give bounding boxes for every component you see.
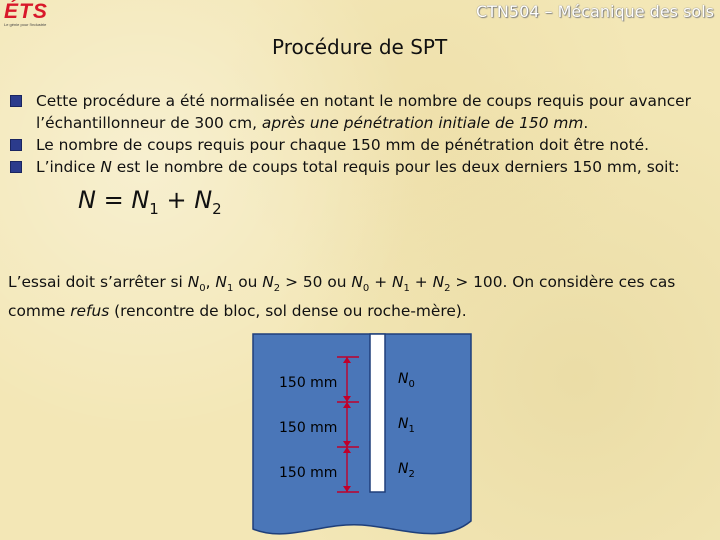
spt-diagram bbox=[252, 333, 472, 540]
para-m2: N bbox=[432, 273, 445, 291]
bullet-item bbox=[8, 156, 713, 178]
para-text: > 100. On considère ces cas comme bbox=[8, 273, 676, 321]
para-text: , bbox=[205, 273, 216, 291]
bullet-list bbox=[8, 90, 713, 178]
formula-eq: = bbox=[95, 186, 132, 214]
para-n1-sub: 1 bbox=[226, 283, 234, 295]
formula-plus: + bbox=[158, 186, 195, 214]
para-text: > 50 ou bbox=[280, 273, 352, 291]
spt-diagram-graphic bbox=[252, 333, 472, 540]
blow-count-symbol: N bbox=[398, 416, 409, 432]
para-n2: N bbox=[262, 273, 274, 291]
para-m0-sub: 0 bbox=[362, 283, 370, 295]
bullet-square-icon bbox=[10, 95, 22, 107]
para-text: + bbox=[369, 273, 392, 291]
formula-lhs: N bbox=[78, 186, 96, 214]
para-n1: N bbox=[215, 273, 227, 291]
para-m1: N bbox=[391, 273, 404, 291]
formula-n2: N bbox=[194, 186, 213, 214]
blow-count-symbol: N bbox=[398, 461, 409, 477]
para-n0: N bbox=[187, 273, 200, 291]
logo-subtext: Le génie pour l'industrie bbox=[4, 22, 47, 27]
ets-logo bbox=[4, 2, 74, 36]
blow-count-subscript: 1 bbox=[408, 423, 415, 435]
bullet-square-icon bbox=[10, 161, 22, 173]
blow-count-symbol: N bbox=[398, 371, 409, 387]
bullet-item bbox=[8, 90, 713, 134]
para-text: + bbox=[409, 273, 433, 291]
blow-count-subscript: 2 bbox=[408, 468, 415, 480]
interval-blow-count-label bbox=[398, 371, 415, 390]
bullet-text: L’indice bbox=[36, 158, 101, 176]
bullet-text: est le nombre de coups total requis pour les deux derniers 150 mm, soit: bbox=[111, 158, 680, 176]
interval-blow-count-label bbox=[398, 416, 415, 435]
interval-length-label: 150 mm bbox=[279, 420, 338, 436]
para-text: L’essai doit s’arrêter si bbox=[8, 273, 188, 291]
formula-n1-sub: 1 bbox=[149, 199, 159, 218]
interval-length-label: 150 mm bbox=[279, 465, 338, 481]
para-text: (rencontre de bloc, sol dense ou roche-mère). bbox=[109, 302, 467, 321]
formula bbox=[78, 186, 222, 218]
formula-n2-sub: 2 bbox=[212, 199, 222, 218]
bullet-text: . bbox=[583, 114, 589, 132]
logo-text: ÉTS bbox=[4, 0, 48, 23]
interval-length-label: 150 mm bbox=[279, 375, 338, 391]
para-n2-sub: 2 bbox=[273, 283, 281, 295]
stop-condition-paragraph bbox=[8, 271, 718, 323]
para-m2-sub: 2 bbox=[444, 283, 451, 295]
interval-blow-count-label bbox=[398, 461, 415, 480]
para-m0: N bbox=[351, 273, 363, 291]
bullet-square-icon bbox=[10, 139, 22, 151]
bullet-text-italic: après une pénétration initiale de 150 mm bbox=[261, 114, 584, 132]
course-title: CTN504 – Mécanique des sols bbox=[475, 2, 714, 21]
bullet-item bbox=[8, 134, 713, 156]
formula-n1: N bbox=[131, 186, 150, 214]
sampler-rod bbox=[370, 334, 385, 492]
bullet-text: Cette procédure a été normalisée en notant le nombre de coups requis pour avancer l’échantillonneur de 300 cm, bbox=[36, 92, 691, 132]
para-refus: refus bbox=[70, 302, 110, 321]
para-text: ou bbox=[233, 273, 263, 291]
para-n0-sub: 0 bbox=[199, 283, 206, 295]
bullet-text: Le nombre de coups requis pour chaque 150 mm de pénétration doit être noté. bbox=[36, 136, 649, 154]
blow-count-subscript: 0 bbox=[408, 378, 415, 390]
bullet-text-italic: N bbox=[100, 158, 112, 176]
slide-title: Procédure de SPT bbox=[272, 35, 448, 59]
para-m1-sub: 1 bbox=[403, 283, 410, 295]
